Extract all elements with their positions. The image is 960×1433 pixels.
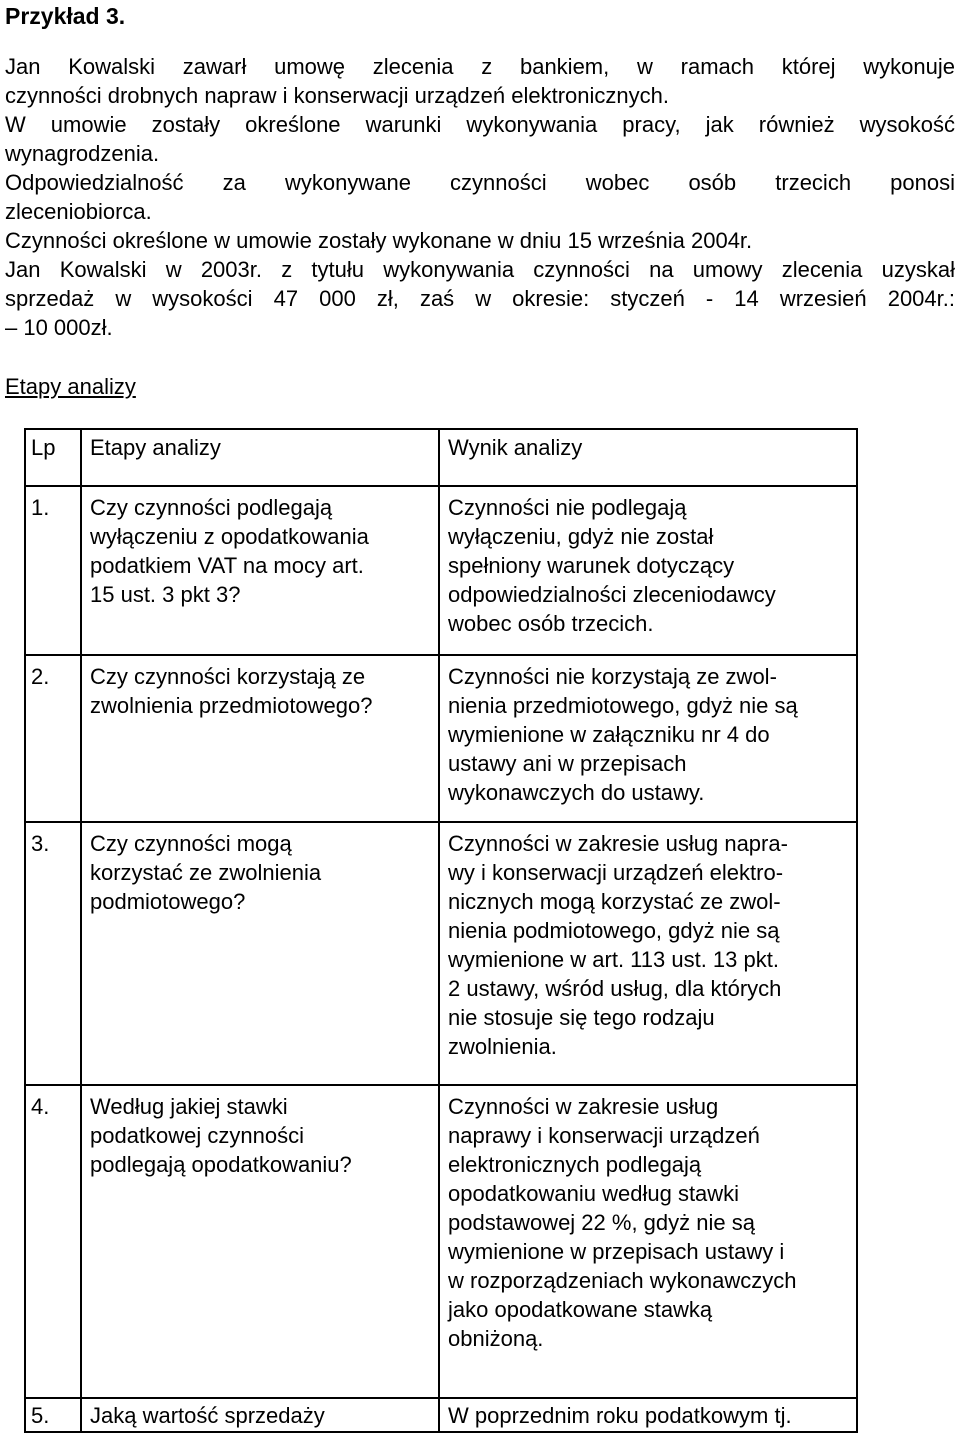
intro-line: czynności drobnych napraw i konserwacji urządzeń elektronicznych.: [5, 83, 669, 108]
cell-line: zwolnienia.: [448, 1034, 557, 1059]
cell-line: opodatkowaniu według stawki: [448, 1181, 740, 1206]
cell-line: wyłączeniu, gdyż nie został: [448, 524, 714, 549]
table-row: [25, 822, 857, 1085]
result-cell: [439, 1085, 857, 1398]
intro-line: sprzedaż w wysokości 47 000 zł, zaś w okresie: styczeń - 14 wrzesień 2004r.:: [5, 286, 955, 311]
row-number: 4.: [25, 1085, 81, 1398]
cell-line: obniżoną.: [448, 1326, 544, 1351]
result-cell: [439, 486, 857, 655]
cell-line: Czynności nie korzystają ze zwol-: [448, 664, 777, 689]
intro-line: Czynności określone w umowie zostały wykonane w dniu 15 września 2004r.: [5, 228, 753, 253]
result-cell: [439, 655, 857, 822]
table-row: [25, 1398, 857, 1432]
cell-line: korzystać ze zwolnienia: [90, 860, 322, 885]
cell-line: wymienione w załączniku nr 4 do: [448, 722, 770, 747]
result-cell: [439, 822, 857, 1085]
intro-line: Jan Kowalski w 2003r. z tytułu wykonywania czynności na umowy zlecenia uzyskał: [5, 257, 955, 282]
cell-line: wymienione w przepisach ustawy i: [448, 1239, 785, 1264]
cell-line: naprawy i konserwacji urządzeń: [448, 1123, 760, 1148]
stage-cell: [81, 1085, 439, 1398]
cell-line: podlegają opodatkowaniu?: [90, 1152, 352, 1177]
intro-line: zleceniobiorca.: [5, 199, 152, 224]
cell-line: Czynności w zakresie usług napra-: [448, 831, 788, 856]
cell-line: elektronicznych podlegają: [448, 1152, 702, 1177]
intro-line: – 10 000zł.: [5, 315, 113, 340]
cell-line: Według jakiej stawki: [90, 1094, 288, 1119]
cell-line: W poprzednim roku podatkowym tj.: [448, 1403, 792, 1428]
cell-line: nicznych mogą korzystać ze zwol-: [448, 889, 781, 914]
table-row: [25, 655, 857, 822]
intro-line: wynagrodzenia.: [5, 141, 160, 166]
cell-line: Czy czynności korzystają ze: [90, 664, 366, 689]
cell-line: wy i konserwacji urządzeń elektro-: [448, 860, 784, 885]
stage-cell: [81, 486, 439, 655]
section-heading: Etapy analizy: [5, 374, 136, 399]
cell-line: Czynności nie podlegają: [448, 495, 687, 520]
cell-line: w rozporządzeniach wykonawczych: [448, 1268, 797, 1293]
intro-line: W umowie zostały określone warunki wykonywania pracy, jak również wysokość: [5, 112, 955, 137]
cell-line: Jaką wartość sprzedaży: [90, 1403, 325, 1428]
cell-line: wykonawczych do ustawy.: [448, 780, 705, 805]
cell-line: odpowiedzialności zleceniodawcy: [448, 582, 776, 607]
cell-line: nienia przedmiotowego, gdyż nie są: [448, 693, 798, 718]
cell-line: spełniony warunek dotyczący: [448, 553, 735, 578]
table-header-row: [25, 429, 857, 486]
cell-line: ustawy ani w przepisach: [448, 751, 687, 776]
header-stage: Etapy analizy: [81, 429, 439, 486]
stage-cell: [81, 822, 439, 1085]
table-row: [25, 1085, 857, 1398]
row-number: 5.: [25, 1398, 81, 1432]
row-number: 3.: [25, 822, 81, 1085]
intro-line: Jan Kowalski zawarł umowę zlecenia z bankiem, w ramach której wykonuje: [5, 54, 955, 79]
stage-cell: [81, 1398, 439, 1432]
cell-line: Czynności w zakresie usług: [448, 1094, 719, 1119]
cell-line: zwolnienia przedmiotowego?: [90, 693, 373, 718]
cell-line: wymienione w art. 113 ust. 13 pkt.: [448, 947, 779, 972]
cell-line: podatkiem VAT na mocy art.: [90, 553, 364, 578]
result-cell: [439, 1398, 857, 1432]
cell-line: podmiotowego?: [90, 889, 246, 914]
cell-line: podstawowej 22 %, gdyż nie są: [448, 1210, 755, 1235]
stage-cell: [81, 655, 439, 822]
cell-line: 15 ust. 3 pkt 3?: [90, 582, 241, 607]
cell-line: Czy czynności mogą: [90, 831, 292, 856]
analysis-table: [24, 428, 858, 1433]
cell-line: jako opodatkowane stawką: [448, 1297, 713, 1322]
cell-line: 2 ustawy, wśród usług, dla których: [448, 976, 782, 1001]
table-row: [25, 486, 857, 655]
cell-line: nienia podmiotowego, gdyż nie są: [448, 918, 780, 943]
header-result: Wynik analizy: [439, 429, 857, 486]
row-number: 2.: [25, 655, 81, 822]
intro-line: Odpowiedzialność za wykonywane czynności wobec osób trzecich ponosi: [5, 170, 955, 195]
cell-line: wyłączeniu z opodatkowania: [90, 524, 369, 549]
example-title: Przykład 3.: [5, 3, 126, 29]
cell-line: podatkowej czynności: [90, 1123, 305, 1148]
cell-line: nie stosuje się tego rodzaju: [448, 1005, 715, 1030]
cell-line: wobec osób trzecich.: [448, 611, 654, 636]
row-number: 1.: [25, 486, 81, 655]
header-lp: Lp: [25, 429, 81, 486]
cell-line: Czy czynności podlegają: [90, 495, 333, 520]
